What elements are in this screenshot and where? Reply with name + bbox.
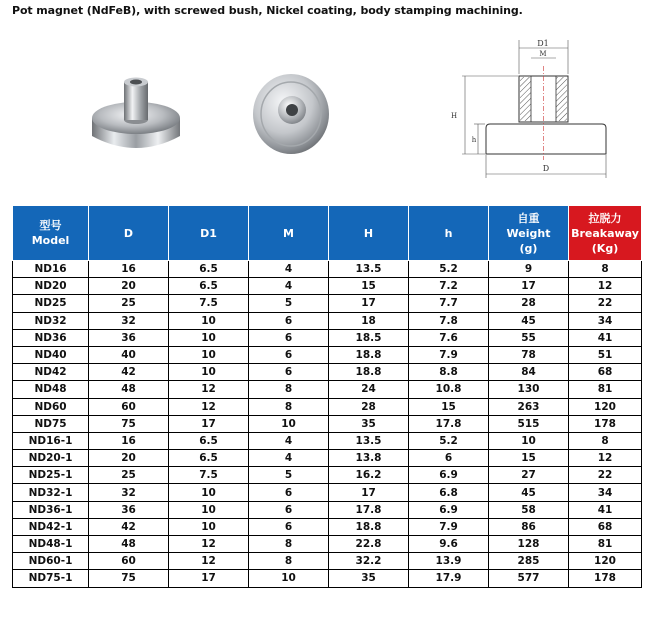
table-cell: 13.5 <box>329 432 409 449</box>
table-cell: 27 <box>489 467 569 484</box>
header-line: D <box>123 226 134 240</box>
table-row <box>13 312 642 329</box>
table-cell: 48 <box>89 381 169 398</box>
table-cell: ND60-1 <box>13 553 89 570</box>
table-body <box>13 261 642 588</box>
label-d1: D1 <box>537 39 549 48</box>
table-cell: 9 <box>489 261 569 278</box>
table-cell: ND20 <box>13 278 89 295</box>
table-cell: 16 <box>89 261 169 278</box>
table-cell: 5 <box>249 295 329 312</box>
table-cell: 18.5 <box>329 329 409 346</box>
table-cell: 9.6 <box>409 536 489 553</box>
table-cell: 55 <box>489 329 569 346</box>
table-cell: 120 <box>569 398 642 415</box>
table-cell: 6 <box>249 312 329 329</box>
table-cell: 84 <box>489 364 569 381</box>
table-cell: 285 <box>489 553 569 570</box>
table-cell: ND42 <box>13 364 89 381</box>
table-cell: 15 <box>409 398 489 415</box>
table-cell: 42 <box>89 518 169 535</box>
table-cell: 28 <box>489 295 569 312</box>
table-cell: 45 <box>489 484 569 501</box>
spec-table <box>12 205 642 588</box>
table-row <box>13 501 642 518</box>
table-cell: 41 <box>569 329 642 346</box>
table-cell: 6 <box>249 346 329 363</box>
table-cell: 8.8 <box>409 364 489 381</box>
table-row <box>13 364 642 381</box>
table-cell: 36 <box>89 501 169 518</box>
table-cell: 51 <box>569 346 642 363</box>
table-cell: 6.9 <box>409 467 489 484</box>
table-cell: 7.7 <box>409 295 489 312</box>
table-row <box>13 278 642 295</box>
table-row <box>13 467 642 484</box>
table-cell: 6 <box>249 501 329 518</box>
table-cell: 6 <box>249 484 329 501</box>
table-cell: 8 <box>249 536 329 553</box>
table-cell: 4 <box>249 450 329 467</box>
table-cell: 7.5 <box>169 467 249 484</box>
table-cell: 178 <box>569 570 642 587</box>
table-cell: 13.9 <box>409 553 489 570</box>
pot-magnet-side-photo <box>82 60 190 164</box>
table-cell: ND36-1 <box>13 501 89 518</box>
table-cell: ND60 <box>13 398 89 415</box>
header-line: Breakaway <box>571 226 639 240</box>
table-cell: 20 <box>89 450 169 467</box>
table-row <box>13 536 642 553</box>
table-cell: 28 <box>329 398 409 415</box>
table-cell: 18.8 <box>329 518 409 535</box>
table-cell: 6.5 <box>169 450 249 467</box>
table-cell: 34 <box>569 484 642 501</box>
header-line: Weight <box>506 226 551 240</box>
table-cell: 78 <box>489 346 569 363</box>
table-cell: 81 <box>569 381 642 398</box>
header-d1 <box>169 206 249 261</box>
table-row <box>13 450 642 467</box>
table-cell: 12 <box>169 381 249 398</box>
header-line: D1 <box>200 226 217 240</box>
table-cell: 128 <box>489 536 569 553</box>
table-cell: ND20-1 <box>13 450 89 467</box>
table-cell: 263 <box>489 398 569 415</box>
table-row <box>13 295 642 312</box>
table-cell: 81 <box>569 536 642 553</box>
header-line: (Kg) <box>591 241 619 255</box>
label-m: M <box>539 50 547 58</box>
table-cell: 515 <box>489 415 569 432</box>
table-cell: 35 <box>329 415 409 432</box>
table-cell: ND42-1 <box>13 518 89 535</box>
table-cell: 16.2 <box>329 467 409 484</box>
table-cell: 6.9 <box>409 501 489 518</box>
header-line: h <box>444 226 453 240</box>
table-cell: 58 <box>489 501 569 518</box>
table-cell: 18 <box>329 312 409 329</box>
table-cell: 13.5 <box>329 261 409 278</box>
table-cell: 8 <box>569 261 642 278</box>
table-cell: 10 <box>249 570 329 587</box>
table-cell: 10 <box>169 346 249 363</box>
table-cell: ND48 <box>13 381 89 398</box>
table-cell: 10 <box>169 329 249 346</box>
table-cell: 577 <box>489 570 569 587</box>
table-cell: 4 <box>249 261 329 278</box>
table-row <box>13 261 642 278</box>
table-cell: 8 <box>569 432 642 449</box>
table-cell: 18.8 <box>329 364 409 381</box>
table-cell: 6.5 <box>169 432 249 449</box>
table-cell: 7.2 <box>409 278 489 295</box>
header-line: 拉脱力 <box>588 211 622 225</box>
table-header-row <box>13 206 642 261</box>
technical-drawing <box>440 36 630 184</box>
label-h-small: h <box>471 136 477 144</box>
table-cell: 7.9 <box>409 518 489 535</box>
table-cell: 130 <box>489 381 569 398</box>
table-cell: 10 <box>169 501 249 518</box>
table-cell: ND40 <box>13 346 89 363</box>
table-cell: 60 <box>89 398 169 415</box>
table-cell: 32 <box>89 312 169 329</box>
table-cell: ND32 <box>13 312 89 329</box>
header-d <box>89 206 169 261</box>
table-cell: 7.5 <box>169 295 249 312</box>
table-cell: ND75-1 <box>13 570 89 587</box>
table-cell: 5.2 <box>409 261 489 278</box>
pot-magnet-top-photo <box>250 70 332 156</box>
table-cell: 8 <box>249 398 329 415</box>
label-d: D <box>542 164 550 173</box>
table-cell: 68 <box>569 518 642 535</box>
table-cell: 34 <box>569 312 642 329</box>
table-row <box>13 329 642 346</box>
table-row <box>13 432 642 449</box>
table-cell: 17 <box>489 278 569 295</box>
table-row <box>13 570 642 587</box>
header-weight <box>489 206 569 261</box>
table-cell: 6 <box>249 364 329 381</box>
table-cell: 15 <box>329 278 409 295</box>
table-cell: 32 <box>89 484 169 501</box>
header-line: H <box>363 226 374 240</box>
header-model <box>13 206 89 261</box>
label-h-big: H <box>450 112 458 120</box>
table-cell: 22 <box>569 295 642 312</box>
table-cell: 22 <box>569 467 642 484</box>
table-cell: 10 <box>169 312 249 329</box>
table-row <box>13 518 642 535</box>
table-cell: 17.8 <box>329 501 409 518</box>
table-cell: 25 <box>89 467 169 484</box>
table-cell: 60 <box>89 553 169 570</box>
table-cell: 17 <box>329 484 409 501</box>
table-cell: 4 <box>249 432 329 449</box>
table-row <box>13 484 642 501</box>
table-cell: 45 <box>489 312 569 329</box>
table-cell: 48 <box>89 536 169 553</box>
table-cell: 10.8 <box>409 381 489 398</box>
table-cell: 12 <box>569 450 642 467</box>
table-cell: ND75 <box>13 415 89 432</box>
table-cell: 5.2 <box>409 432 489 449</box>
table-cell: 8 <box>249 553 329 570</box>
table-cell: 12 <box>169 536 249 553</box>
table-cell: 8 <box>249 381 329 398</box>
table-cell: 7.8 <box>409 312 489 329</box>
table-row <box>13 553 642 570</box>
header-line: M <box>283 226 294 240</box>
table-cell: ND32-1 <box>13 484 89 501</box>
table-cell: 10 <box>169 364 249 381</box>
table-cell: 17 <box>169 415 249 432</box>
header-h-big <box>329 206 409 261</box>
table-cell: 6.8 <box>409 484 489 501</box>
table-cell: 7.6 <box>409 329 489 346</box>
header-m <box>249 206 329 261</box>
header-line: Model <box>31 234 70 247</box>
table-cell: 17.8 <box>409 415 489 432</box>
table-cell: 75 <box>89 570 169 587</box>
table-cell: 6 <box>409 450 489 467</box>
table-cell: 178 <box>569 415 642 432</box>
table-cell: 25 <box>89 295 169 312</box>
table-cell: 5 <box>249 467 329 484</box>
table-cell: 32.2 <box>329 553 409 570</box>
table-cell: 20 <box>89 278 169 295</box>
table-cell: ND48-1 <box>13 536 89 553</box>
table-cell: 68 <box>569 364 642 381</box>
table-cell: 13.8 <box>329 450 409 467</box>
table-cell: 18.8 <box>329 346 409 363</box>
table-cell: 40 <box>89 346 169 363</box>
table-cell: ND25-1 <box>13 467 89 484</box>
table-cell: ND36 <box>13 329 89 346</box>
table-cell: 4 <box>249 278 329 295</box>
table-cell: 10 <box>169 518 249 535</box>
table-cell: 41 <box>569 501 642 518</box>
header-line: 型号 <box>39 219 62 232</box>
table-cell: 17 <box>169 570 249 587</box>
table-cell: 10 <box>249 415 329 432</box>
header-breakaway <box>569 206 642 261</box>
table-cell: 17 <box>329 295 409 312</box>
table-cell: 6.5 <box>169 278 249 295</box>
table-cell: 17.9 <box>409 570 489 587</box>
table-cell: 36 <box>89 329 169 346</box>
header-h-small <box>409 206 489 261</box>
table-cell: ND16-1 <box>13 432 89 449</box>
table-cell: 12 <box>569 278 642 295</box>
table-cell: 75 <box>89 415 169 432</box>
table-cell: 12 <box>169 553 249 570</box>
table-cell: 24 <box>329 381 409 398</box>
table-cell: 10 <box>169 484 249 501</box>
table-cell: 6 <box>249 518 329 535</box>
table-cell: 42 <box>89 364 169 381</box>
table-cell: 35 <box>329 570 409 587</box>
table-cell: 6 <box>249 329 329 346</box>
table-row <box>13 346 642 363</box>
table-row <box>13 398 642 415</box>
table-cell: 120 <box>569 553 642 570</box>
table-cell: ND25 <box>13 295 89 312</box>
table-cell: 7.9 <box>409 346 489 363</box>
table-row <box>13 381 642 398</box>
table-cell: 22.8 <box>329 536 409 553</box>
table-cell: 10 <box>489 432 569 449</box>
header-line: (g) <box>519 241 538 255</box>
table-cell: 16 <box>89 432 169 449</box>
page-title: Pot magnet (NdFeB), with screwed bush, Nickel coating, body stamping machining. <box>12 4 523 17</box>
table-row <box>13 415 642 432</box>
table-cell: 86 <box>489 518 569 535</box>
table-cell: 6.5 <box>169 261 249 278</box>
header-line: 自重 <box>517 211 540 225</box>
table-cell: 12 <box>169 398 249 415</box>
table-cell: 15 <box>489 450 569 467</box>
table-cell: ND16 <box>13 261 89 278</box>
